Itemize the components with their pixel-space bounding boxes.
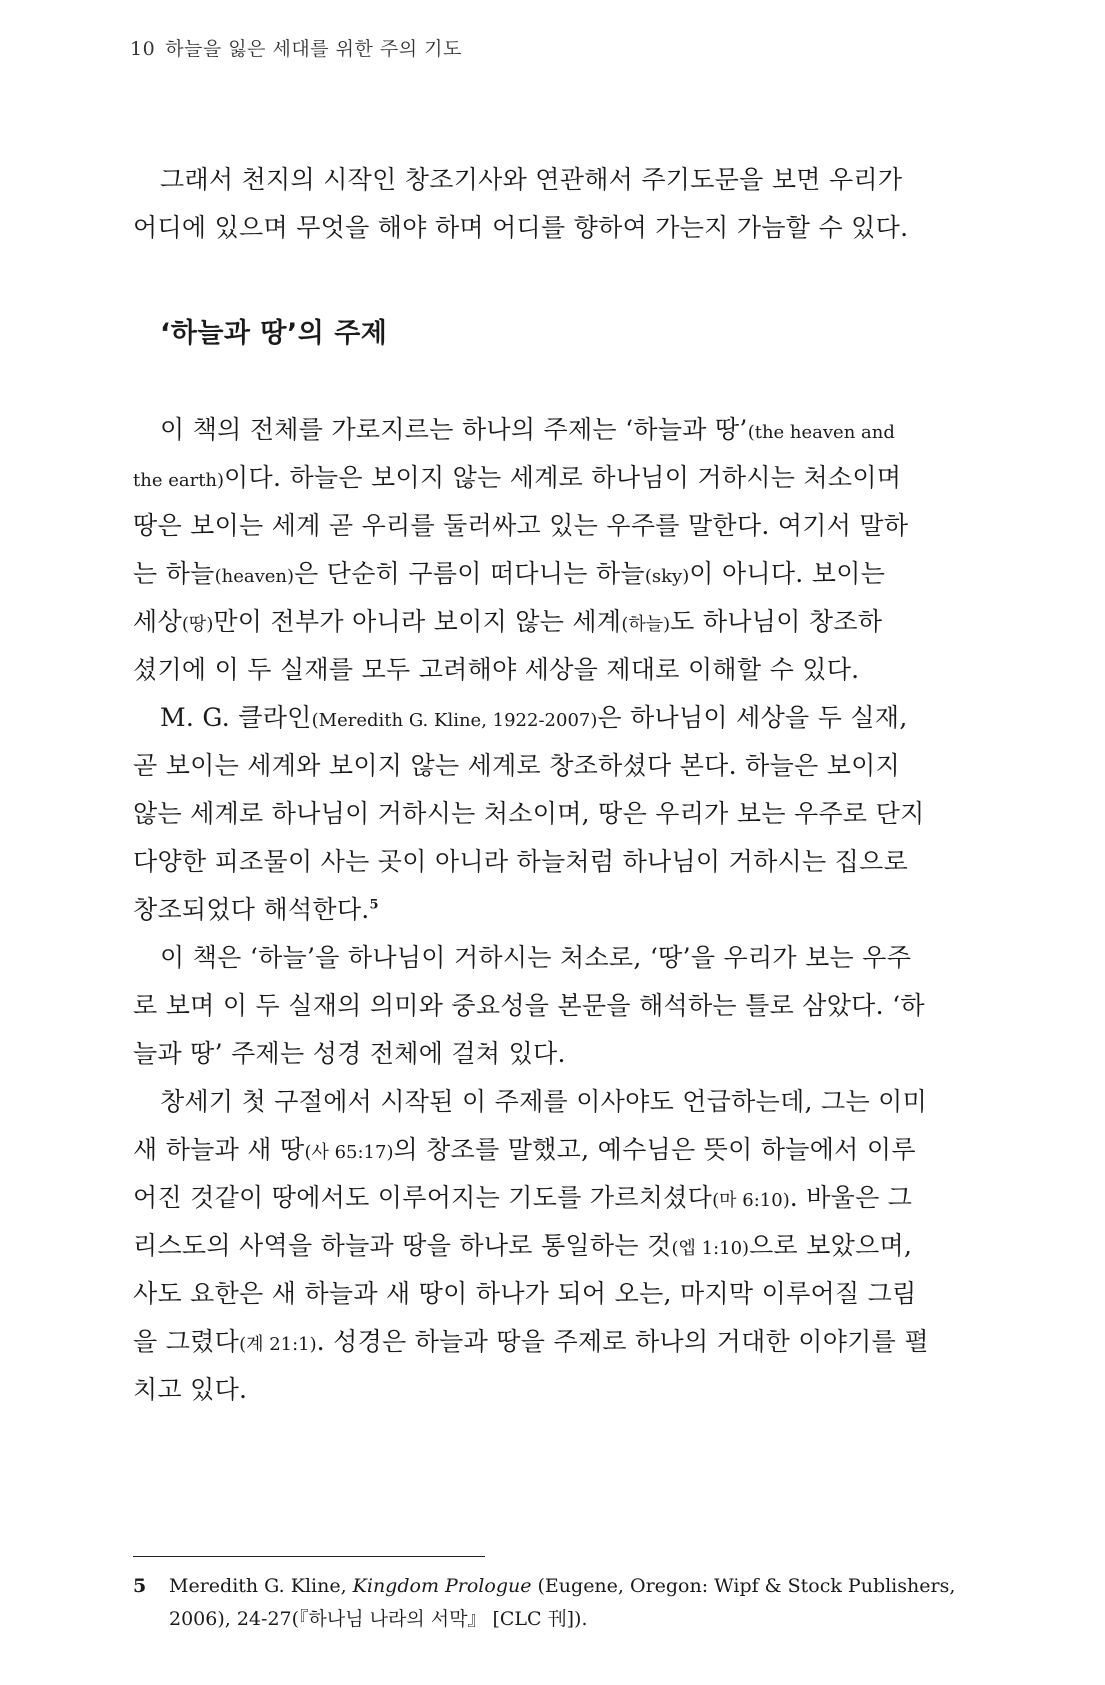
text-line: 늘과 땅’ 주제는 성경 전체에 걸쳐 있다. <box>133 1039 566 1068</box>
text-line: 셨기에 이 두 실재를 모두 고려해야 세상을 제대로 이해할 수 있다. <box>133 655 860 684</box>
gloss: (하늘) <box>621 614 671 635</box>
text-run: 만이 전부가 아니라 보이지 않는 세계 <box>213 607 622 636</box>
text-line <box>133 1318 973 1366</box>
text-run: 는 하늘 <box>133 559 215 588</box>
paragraph-theme <box>133 406 973 694</box>
book-title: 하늘을 잃은 세대를 위한 주의 기도 <box>165 38 462 60</box>
text-line <box>133 406 973 454</box>
text-run: 새 하늘과 새 땅 <box>133 1135 305 1164</box>
paragraph-scripture <box>133 1078 973 1414</box>
text-line: 사도 요한은 새 하늘과 새 땅이 하나가 되어 오는, 마지막 이루어질 그림 <box>133 1279 917 1308</box>
section-title: ‘하늘과 땅’의 주제 <box>160 318 388 349</box>
text-line: 다양한 피조물이 사는 곳이 아니라 하늘처럼 하나님이 거하시는 집으로 <box>133 847 909 876</box>
footnote-book-title: Kingdom Prologue <box>352 1575 532 1597</box>
page-number: 10 <box>130 38 156 60</box>
text-line <box>133 1222 973 1270</box>
text-run: 세상 <box>133 607 182 636</box>
footnote-reference[interactable]: 5 <box>369 897 379 913</box>
footnote-line: 2006), 24-27(『하나님 나라의 서막』 [CLC 刊]). <box>169 1608 588 1630</box>
english-gloss: (heaven) <box>214 566 295 587</box>
text-line: 어디에 있으며 무엇을 해야 하며 어디를 향하여 가는지 가늠할 수 있다. <box>133 213 909 242</box>
text-line <box>133 454 973 502</box>
text-run: 은 하나님이 세상을 두 실재, <box>597 703 908 732</box>
text-line: 않는 세계로 하나님이 거하시는 처소이며, 땅은 우리가 보는 우주로 단지 <box>133 799 925 828</box>
text-line <box>133 1174 973 1222</box>
footnote-author: Meredith G. Kline, <box>169 1575 353 1597</box>
text-run: 창조되었다 해석한다. <box>133 895 370 924</box>
running-head <box>130 34 462 61</box>
text-run: 이 아니다. 보이는 <box>689 559 886 588</box>
page-body <box>133 156 973 1414</box>
text-line: 땅은 보이는 세계 곧 우리를 둘러싸고 있는 우주를 말한다. 여기서 말하 <box>133 511 909 540</box>
text-line <box>133 1126 973 1174</box>
text-line <box>133 886 973 934</box>
text-run: 은 단순히 구름이 떠다니는 하늘 <box>294 559 645 588</box>
intro-paragraph <box>133 156 973 252</box>
scripture-reference: (마 6:10) <box>712 1190 790 1211</box>
scripture-reference: (엡 1:10) <box>671 1238 750 1259</box>
text-line: 그래서 천지의 시작인 창조기사와 연관해서 주기도문을 보면 우리가 <box>160 165 903 194</box>
text-line: 곧 보이는 세계와 보이지 않는 세계로 창조하셨다 본다. 하늘은 보이지 <box>133 751 901 780</box>
text-run: 이 책의 전체를 가로지르는 하나의 주제는 ‘하늘과 땅’ <box>160 415 748 444</box>
footnote <box>133 1570 973 1636</box>
text-run: . 바울은 그 <box>789 1183 913 1212</box>
english-gloss: (the heaven and <box>747 422 895 443</box>
text-run: . 성경은 하늘과 땅을 주제로 하나의 거대한 이야기를 펼 <box>316 1327 929 1356</box>
text-run: 을 그렸다 <box>133 1327 240 1356</box>
author-note: (Meredith G. Kline, 1922-2007) <box>311 710 598 731</box>
text-run: 으로 보았으며, <box>749 1231 913 1260</box>
footnote-publisher: (Eugene, Oregon: Wipf & Stock Publishers, <box>531 1575 956 1597</box>
text-run: 이다. 하늘은 보이지 않는 세계로 하나님이 거하시는 처소이며 <box>224 463 902 492</box>
english-gloss: the earth) <box>133 470 225 491</box>
gloss: (땅) <box>181 614 214 635</box>
footnote-line <box>133 1570 973 1603</box>
footnote-number: 5 <box>133 1575 147 1597</box>
text-line <box>133 550 973 598</box>
text-line <box>133 598 973 646</box>
text-run: 도 하나님이 창조하 <box>670 607 883 636</box>
scripture-reference: (계 21:1) <box>239 1334 317 1355</box>
text-run: 어진 것같이 땅에서도 이루어지는 기도를 가르치셨다 <box>133 1183 713 1212</box>
footnote-divider <box>133 1556 485 1557</box>
text-run: 리스도의 사역을 하늘과 땅을 하나로 통일하는 것 <box>133 1231 672 1260</box>
text-line: 로 보며 이 두 실재의 의미와 중요성을 본문을 해석하는 틀로 삼았다. ‘하 <box>133 991 925 1020</box>
text-line: 이 책은 ‘하늘’을 하나님이 거하시는 처소로, ‘땅’을 우리가 보는 우주 <box>160 943 912 972</box>
text-run: 의 창조를 말했고, 예수님은 뜻이 하늘에서 이루 <box>393 1135 916 1164</box>
scripture-reference: (사 65:17) <box>304 1142 394 1163</box>
text-run: M. G. 클라인 <box>160 703 312 732</box>
paragraph-kline <box>133 694 973 934</box>
text-line: 창세기 첫 구절에서 시작된 이 주제를 이사야도 언급하는데, 그는 이미 <box>160 1087 928 1116</box>
text-line <box>133 694 973 742</box>
paragraph-framework <box>133 934 973 1078</box>
english-gloss: (sky) <box>644 566 690 587</box>
text-line: 치고 있다. <box>133 1375 248 1404</box>
